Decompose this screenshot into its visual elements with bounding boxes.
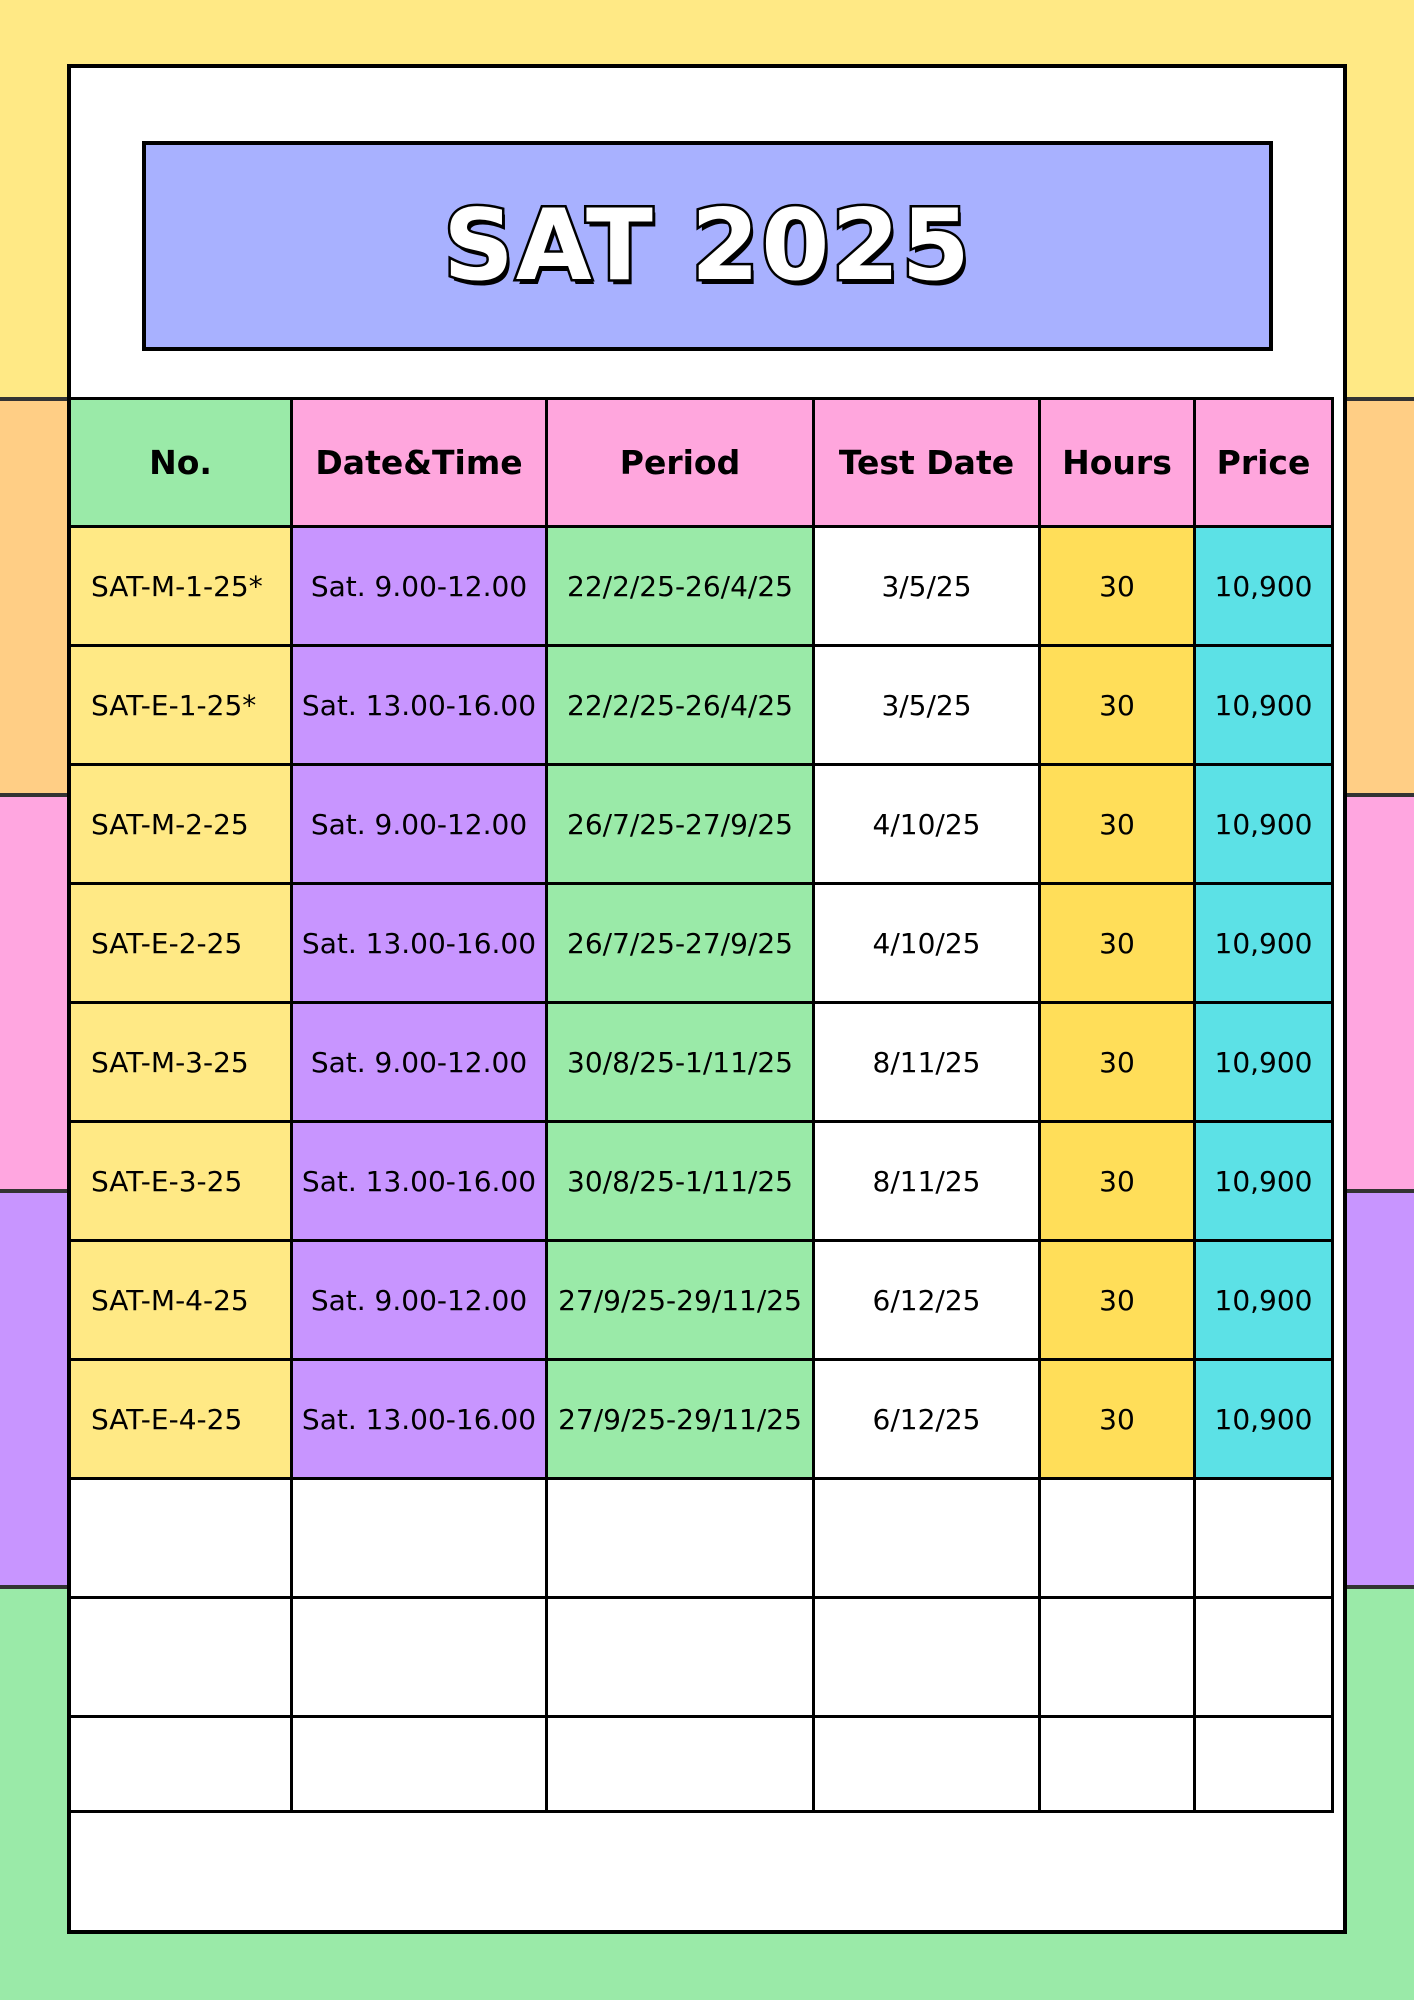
cell-test-date-empty <box>814 1717 1040 1812</box>
cell-test-date: 8/11/25 <box>814 1003 1040 1122</box>
cell-period-empty <box>547 1479 814 1598</box>
cell-datetime-empty <box>292 1717 547 1812</box>
cell-price-empty <box>1195 1479 1333 1598</box>
cell-hours: 30 <box>1040 1241 1195 1360</box>
cell-hours: 30 <box>1040 1003 1195 1122</box>
cell-datetime: Sat. 9.00-12.00 <box>292 1003 547 1122</box>
cell-period-empty <box>547 1598 814 1717</box>
cell-hours-empty <box>1040 1717 1195 1812</box>
cell-period-empty <box>547 1717 814 1812</box>
cell-datetime-empty <box>292 1479 547 1598</box>
cell-datetime: Sat. 9.00-12.00 <box>292 527 547 646</box>
cell-price-empty <box>1195 1717 1333 1812</box>
table-row <box>70 1360 1333 1479</box>
cell-datetime: Sat. 9.00-12.00 <box>292 1241 547 1360</box>
table-header-row <box>70 399 1333 527</box>
schedule-table <box>68 397 1334 1813</box>
cell-price: 10,900 <box>1195 884 1333 1003</box>
title-banner <box>142 141 1273 351</box>
cell-price: 10,900 <box>1195 1360 1333 1479</box>
table-row-empty <box>70 1717 1333 1812</box>
header-period: Period <box>547 399 814 527</box>
cell-period: 27/9/25-29/11/25 <box>547 1360 814 1479</box>
table-row-empty <box>70 1479 1333 1598</box>
table-row <box>70 1122 1333 1241</box>
cell-hours: 30 <box>1040 884 1195 1003</box>
table-row <box>70 1003 1333 1122</box>
table-row <box>70 884 1333 1003</box>
cell-price: 10,900 <box>1195 1241 1333 1360</box>
cell-test-date: 3/5/25 <box>814 527 1040 646</box>
header-test-date: Test Date <box>814 399 1040 527</box>
cell-no: SAT-M-1-25* <box>70 527 292 646</box>
cell-period: 30/8/25-1/11/25 <box>547 1003 814 1122</box>
cell-no: SAT-E-1-25* <box>70 646 292 765</box>
cell-test-date: 3/5/25 <box>814 646 1040 765</box>
cell-price: 10,900 <box>1195 527 1333 646</box>
cell-price: 10,900 <box>1195 646 1333 765</box>
cell-hours: 30 <box>1040 527 1195 646</box>
cell-no-empty <box>70 1598 292 1717</box>
page-title: SAT 2025 <box>443 189 972 303</box>
table-row <box>70 646 1333 765</box>
cell-no-empty <box>70 1479 292 1598</box>
cell-datetime: Sat. 13.00-16.00 <box>292 884 547 1003</box>
cell-hours-empty <box>1040 1598 1195 1717</box>
cell-no: SAT-M-2-25 <box>70 765 292 884</box>
table-row-empty <box>70 1598 1333 1717</box>
cell-hours: 30 <box>1040 1360 1195 1479</box>
cell-no: SAT-M-3-25 <box>70 1003 292 1122</box>
table-body <box>70 527 1333 1812</box>
cell-period: 22/2/25-26/4/25 <box>547 646 814 765</box>
cell-period: 26/7/25-27/9/25 <box>547 884 814 1003</box>
cell-price: 10,900 <box>1195 1122 1333 1241</box>
cell-test-date-empty <box>814 1598 1040 1717</box>
cell-no: SAT-E-3-25 <box>70 1122 292 1241</box>
cell-datetime: Sat. 13.00-16.00 <box>292 1122 547 1241</box>
cell-test-date: 4/10/25 <box>814 765 1040 884</box>
cell-test-date: 6/12/25 <box>814 1360 1040 1479</box>
cell-datetime: Sat. 13.00-16.00 <box>292 646 547 765</box>
cell-no-empty <box>70 1717 292 1812</box>
table-row <box>70 527 1333 646</box>
header-price: Price <box>1195 399 1333 527</box>
cell-hours: 30 <box>1040 765 1195 884</box>
table-row <box>70 765 1333 884</box>
cell-period: 27/9/25-29/11/25 <box>547 1241 814 1360</box>
cell-test-date: 4/10/25 <box>814 884 1040 1003</box>
cell-period: 22/2/25-26/4/25 <box>547 527 814 646</box>
header-datetime: Date&Time <box>292 399 547 527</box>
table-row <box>70 1241 1333 1360</box>
cell-test-date: 6/12/25 <box>814 1241 1040 1360</box>
header-no: No. <box>70 399 292 527</box>
cell-price: 10,900 <box>1195 765 1333 884</box>
cell-datetime: Sat. 9.00-12.00 <box>292 765 547 884</box>
cell-test-date-empty <box>814 1479 1040 1598</box>
cell-hours: 30 <box>1040 646 1195 765</box>
cell-datetime-empty <box>292 1598 547 1717</box>
cell-datetime: Sat. 13.00-16.00 <box>292 1360 547 1479</box>
cell-no: SAT-M-4-25 <box>70 1241 292 1360</box>
cell-price-empty <box>1195 1598 1333 1717</box>
cell-hours: 30 <box>1040 1122 1195 1241</box>
cell-no: SAT-E-4-25 <box>70 1360 292 1479</box>
cell-price: 10,900 <box>1195 1003 1333 1122</box>
header-hours: Hours <box>1040 399 1195 527</box>
cell-period: 30/8/25-1/11/25 <box>547 1122 814 1241</box>
cell-no: SAT-E-2-25 <box>70 884 292 1003</box>
cell-period: 26/7/25-27/9/25 <box>547 765 814 884</box>
cell-test-date: 8/11/25 <box>814 1122 1040 1241</box>
cell-hours-empty <box>1040 1479 1195 1598</box>
